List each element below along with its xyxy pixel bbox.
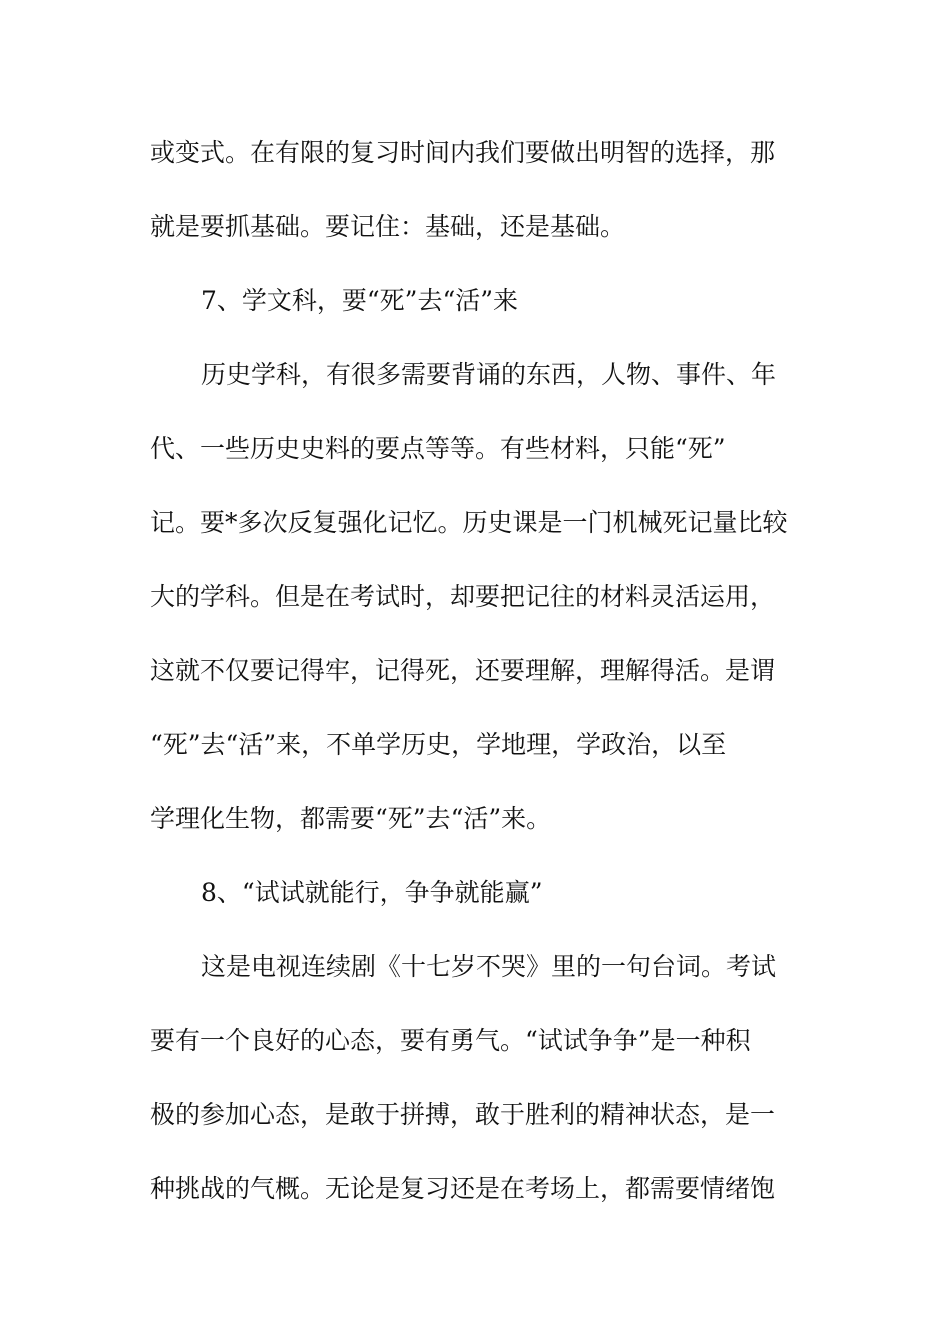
text-line: 记。要*多次反复强化记忆。历史课是一门机械死记量比较	[150, 508, 788, 537]
text-line: 这就不仅要记得牢，记得死，还要理解，理解得活。是谓	[150, 656, 776, 685]
text-line: 极的参加心态，是敢于拼搏，敢于胜利的精神状态，是一	[150, 1100, 776, 1129]
text-line: 学理化生物，都需要“死”去“活”来。	[150, 804, 552, 833]
section-heading: 8、“试试就能行，争争就能赢”	[201, 878, 543, 907]
text-line: 或变式。在有限的复习时间内我们要做出明智的选择，那	[150, 138, 776, 167]
section-heading: 7、学文科，要“死”去“活”来	[201, 286, 519, 315]
text-line: 种挑战的气概。无论是复习还是在考场上，都需要情绪饱	[150, 1174, 776, 1203]
text-line: 要有一个良好的心态，要有勇气。“试试争争”是一种积	[150, 1026, 751, 1055]
text-line: “死”去“活”来，不单学历史，学地理，学政治，以至	[150, 730, 727, 759]
text-line: 大的学科。但是在考试时，却要把记往的材料灵活运用，	[150, 582, 776, 611]
text-line: 就是要抓基础。要记住：基础，还是基础。	[150, 212, 626, 241]
text-line: 这是电视连续剧《十七岁不哭》里的一句台词。考试	[201, 952, 777, 981]
text-line: 历史学科，有很多需要背诵的东西，人物、事件、年	[201, 360, 777, 389]
text-line: 代、一些历史史料的要点等等。有些材料，只能“死”	[150, 434, 726, 463]
